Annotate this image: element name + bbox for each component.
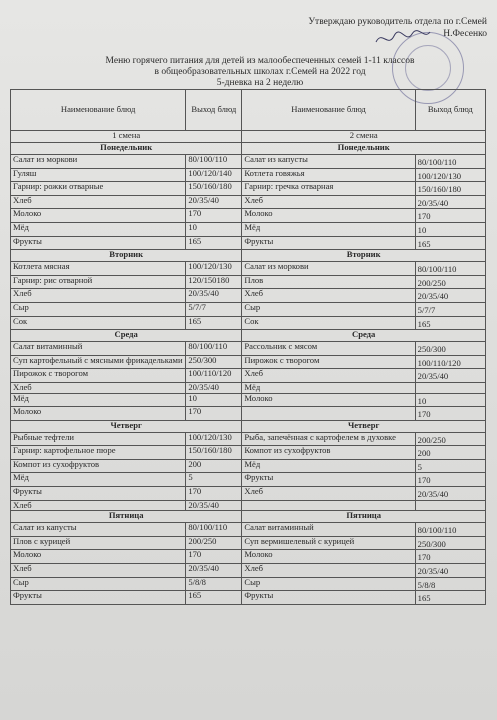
dish-name-shift-2: Сыр <box>242 302 415 316</box>
header-output-1: Выход блюд <box>186 90 242 131</box>
dish-output-shift-2: 20/35/40 <box>415 289 485 303</box>
day-row <box>11 511 486 523</box>
day-label: Среда <box>11 330 242 342</box>
dish-name-shift-1: Хлеб <box>11 500 186 511</box>
dish-output-shift-1: 150/160/180 <box>186 182 242 196</box>
dish-name-shift-2: Мёд <box>242 382 415 393</box>
dish-output-shift-1: 10 <box>186 222 242 236</box>
dish-name-shift-1: Молоко <box>11 550 186 564</box>
dish-name-shift-1: Суп картофельный с мясными фрикадельками <box>11 355 186 369</box>
dish-output-shift-2: 20/35/40 <box>415 369 485 383</box>
dish-name-shift-2: Хлеб <box>242 195 415 209</box>
dish-name-shift-2: Хлеб <box>242 564 415 578</box>
dish-output-shift-1: 80/100/110 <box>186 523 242 537</box>
dish-output-shift-2: 170 <box>415 209 485 223</box>
table-row <box>11 195 486 209</box>
dish-name-shift-1: Хлеб <box>11 289 186 303</box>
dish-name-shift-1: Салат из моркови <box>11 155 186 169</box>
dish-name-shift-2: Хлеб <box>242 487 415 501</box>
dish-name-shift-2: Плов <box>242 275 415 289</box>
dish-output-shift-1: 20/35/40 <box>186 195 242 209</box>
table-row <box>11 209 486 223</box>
dish-name-shift-1: Плов с курицей <box>11 536 186 550</box>
dish-output-shift-1: 20/35/40 <box>186 564 242 578</box>
day-label: Вторник <box>11 250 242 262</box>
dish-output-shift-2: 100/120/130 <box>415 168 485 182</box>
dish-name-shift-2: Пирожок с творогом <box>242 355 415 369</box>
table-row <box>11 155 486 169</box>
table-row <box>11 355 486 369</box>
dish-output-shift-2: 20/35/40 <box>415 195 485 209</box>
dish-name-shift-2: Хлеб <box>242 369 415 383</box>
dish-name-shift-1: Пирожок с творогом <box>11 369 186 383</box>
table-row <box>11 536 486 550</box>
day-label: Пятница <box>242 511 486 523</box>
dish-name-shift-1: Мёд <box>11 473 186 487</box>
table-row <box>11 275 486 289</box>
dish-name-shift-1: Хлеб <box>11 564 186 578</box>
dish-name-shift-2: Салат из моркови <box>242 262 415 276</box>
dish-output-shift-1: 10 <box>186 393 242 407</box>
table-row <box>11 236 486 250</box>
dish-output-shift-2: 100/110/120 <box>415 355 485 369</box>
dish-name-shift-1: Мёд <box>11 393 186 407</box>
dish-output-shift-2: 10 <box>415 393 485 407</box>
dish-output-shift-2: 200 <box>415 446 485 460</box>
dish-output-shift-2: 20/35/40 <box>415 564 485 578</box>
dish-output-shift-2: 170 <box>415 407 485 421</box>
dish-output-shift-1: 20/35/40 <box>186 500 242 511</box>
table-row <box>11 591 486 605</box>
dish-output-shift-2: 20/35/40 <box>415 487 485 501</box>
dish-name-shift-1: Гуляш <box>11 168 186 182</box>
dish-name-shift-1: Хлеб <box>11 195 186 209</box>
table-row <box>11 262 486 276</box>
document-title <box>80 56 440 89</box>
dish-name-shift-1: Молоко <box>11 209 186 223</box>
table-header-row <box>11 90 486 131</box>
dish-name-shift-1: Сыр <box>11 302 186 316</box>
dish-output-shift-2: 165 <box>415 236 485 250</box>
day-label: Четверг <box>11 420 242 432</box>
dish-output-shift-1: 150/160/180 <box>186 446 242 460</box>
dish-name-shift-2: Котлета говяжья <box>242 168 415 182</box>
shift-1-label: 1 смена <box>11 131 242 143</box>
table-row <box>11 432 486 446</box>
day-label: Вторник <box>242 250 486 262</box>
dish-name-shift-2: Фрукты <box>242 591 415 605</box>
dish-output-shift-1: 250/300 <box>186 355 242 369</box>
day-label: Среда <box>242 330 486 342</box>
dish-name-shift-1: Гарнир: картофельное пюре <box>11 446 186 460</box>
dish-output-shift-1: 100/120/130 <box>186 432 242 446</box>
dish-output-shift-1: 170 <box>186 550 242 564</box>
table-row <box>11 222 486 236</box>
dish-name-shift-2: Мёд <box>242 222 415 236</box>
shift-2-label: 2 смена <box>242 131 486 143</box>
dish-name-shift-1: Фрукты <box>11 487 186 501</box>
dish-name-shift-2: Рассольник с мясом <box>242 342 415 356</box>
table-row <box>11 446 486 460</box>
dish-name-shift-1: Сок <box>11 316 186 330</box>
dish-name-shift-2: Фрукты <box>242 473 415 487</box>
title-line-1: Меню горячего питания для детей из малообеспеченных семей 1-11 классов <box>105 56 415 66</box>
dish-name-shift-2: Сыр <box>242 577 415 591</box>
dish-output-shift-1: 100/120/140 <box>186 168 242 182</box>
dish-output-shift-1: 80/100/110 <box>186 342 242 356</box>
dish-output-shift-1: 100/120/130 <box>186 262 242 276</box>
dish-name-shift-2: Салат витаминный <box>242 523 415 537</box>
dish-output-shift-1: 200 <box>186 459 242 473</box>
dish-output-shift-2: 200/250 <box>415 275 485 289</box>
dish-output-shift-1: 120/150180 <box>186 275 242 289</box>
dish-name-shift-2: Молоко <box>242 393 415 407</box>
table-row <box>11 487 486 501</box>
table-row <box>11 302 486 316</box>
dish-name-shift-2: Фрукты <box>242 236 415 250</box>
table-row <box>11 577 486 591</box>
table-row <box>11 289 486 303</box>
dish-name-shift-2: Сок <box>242 316 415 330</box>
dish-output-shift-1: 200/250 <box>186 536 242 550</box>
dish-output-shift-1: 165 <box>186 236 242 250</box>
table-row <box>11 316 486 330</box>
dish-output-shift-2: 150/160/180 <box>415 182 485 196</box>
dish-name-shift-2: Гарнир: гречка отварная <box>242 182 415 196</box>
title-line-3: 5-дневка на 2 неделю <box>216 78 304 88</box>
table-row <box>11 473 486 487</box>
dish-name-shift-2 <box>242 500 415 511</box>
dish-name-shift-2: Суп вермишелевый с курицей <box>242 536 415 550</box>
dish-output-shift-2: 165 <box>415 316 485 330</box>
table-row <box>11 459 486 473</box>
day-row <box>11 330 486 342</box>
day-row <box>11 250 486 262</box>
dish-output-shift-1: 80/100/110 <box>186 155 242 169</box>
dish-name-shift-2: Салат из капусты <box>242 155 415 169</box>
dish-name-shift-1: Салат витаминный <box>11 342 186 356</box>
dish-output-shift-2: 170 <box>415 473 485 487</box>
dish-name-shift-2: Мёд <box>242 459 415 473</box>
dish-name-shift-2: Молоко <box>242 209 415 223</box>
shift-row <box>11 131 486 143</box>
dish-output-shift-2 <box>415 382 485 393</box>
dish-output-shift-2: 200/250 <box>415 432 485 446</box>
dish-name-shift-1: Хлеб <box>11 382 186 393</box>
table-row <box>11 500 486 511</box>
dish-name-shift-1: Мёд <box>11 222 186 236</box>
dish-name-shift-2: Компот из сухофруктов <box>242 446 415 460</box>
dish-output-shift-1: 100/110/120 <box>186 369 242 383</box>
dish-name-shift-2: Рыба, запечённая с картофелем в духовке <box>242 432 415 446</box>
menu-body <box>11 143 486 605</box>
signature <box>372 26 432 50</box>
day-label: Понедельник <box>11 143 242 155</box>
dish-name-shift-1: Молоко <box>11 407 186 421</box>
header-output-2: Выход блюд <box>415 90 485 131</box>
dish-output-shift-1: 20/35/40 <box>186 289 242 303</box>
dish-name-shift-1: Гарнир: рис отварной <box>11 275 186 289</box>
dish-output-shift-1: 170 <box>186 407 242 421</box>
dish-name-shift-1: Котлета мясная <box>11 262 186 276</box>
dish-output-shift-2: 10 <box>415 222 485 236</box>
dish-output-shift-1: 165 <box>186 316 242 330</box>
dish-output-shift-2: 165 <box>415 591 485 605</box>
dish-output-shift-2: 80/100/110 <box>415 155 485 169</box>
dish-output-shift-2: 80/100/110 <box>415 523 485 537</box>
table-row <box>11 369 486 383</box>
day-row <box>11 420 486 432</box>
dish-name-shift-1: Компот из сухофруктов <box>11 459 186 473</box>
dish-name-shift-1: Фрукты <box>11 236 186 250</box>
dish-name-shift-2: Молоко <box>242 550 415 564</box>
table-row <box>11 168 486 182</box>
header-dish-1: Наименование блюд <box>11 90 186 131</box>
table-row <box>11 407 486 421</box>
day-label: Пятница <box>11 511 242 523</box>
dish-output-shift-2 <box>415 500 485 511</box>
dish-output-shift-2: 5 <box>415 459 485 473</box>
menu-table <box>10 89 486 605</box>
table-row <box>11 564 486 578</box>
dish-output-shift-2: 170 <box>415 550 485 564</box>
table-row <box>11 523 486 537</box>
dish-output-shift-1: 5/7/7 <box>186 302 242 316</box>
dish-name-shift-1: Сыр <box>11 577 186 591</box>
header-dish-2: Наименование блюд <box>242 90 415 131</box>
dish-output-shift-2: 250/300 <box>415 536 485 550</box>
dish-name-shift-1: Рыбные тефтели <box>11 432 186 446</box>
dish-output-shift-1: 170 <box>186 487 242 501</box>
dish-name-shift-2 <box>242 407 415 421</box>
dish-output-shift-2: 5/8/8 <box>415 577 485 591</box>
day-label: Четверг <box>242 420 486 432</box>
table-row <box>11 393 486 407</box>
table-row <box>11 182 486 196</box>
dish-output-shift-1: 5/8/8 <box>186 577 242 591</box>
title-line-2: в общеобразовательных школах г.Семей на 2022 год <box>154 67 366 77</box>
dish-output-shift-1: 5 <box>186 473 242 487</box>
dish-output-shift-1: 170 <box>186 209 242 223</box>
dish-output-shift-1: 20/35/40 <box>186 382 242 393</box>
dish-name-shift-2: Хлеб <box>242 289 415 303</box>
dish-output-shift-2: 5/7/7 <box>415 302 485 316</box>
day-label: Понедельник <box>242 143 486 155</box>
dish-output-shift-2: 250/300 <box>415 342 485 356</box>
dish-output-shift-2: 80/100/110 <box>415 262 485 276</box>
dish-name-shift-1: Гарнир: рожки отварные <box>11 182 186 196</box>
table-row <box>11 342 486 356</box>
dish-name-shift-1: Салат из капусты <box>11 523 186 537</box>
dish-name-shift-1: Фрукты <box>11 591 186 605</box>
table-row <box>11 550 486 564</box>
dish-output-shift-1: 165 <box>186 591 242 605</box>
approval-line: Утверждаю руководитель отдела по г.Семей <box>308 17 487 27</box>
day-row <box>11 143 486 155</box>
table-row <box>11 382 486 393</box>
approver-name: Н.Фесенко <box>443 29 487 39</box>
